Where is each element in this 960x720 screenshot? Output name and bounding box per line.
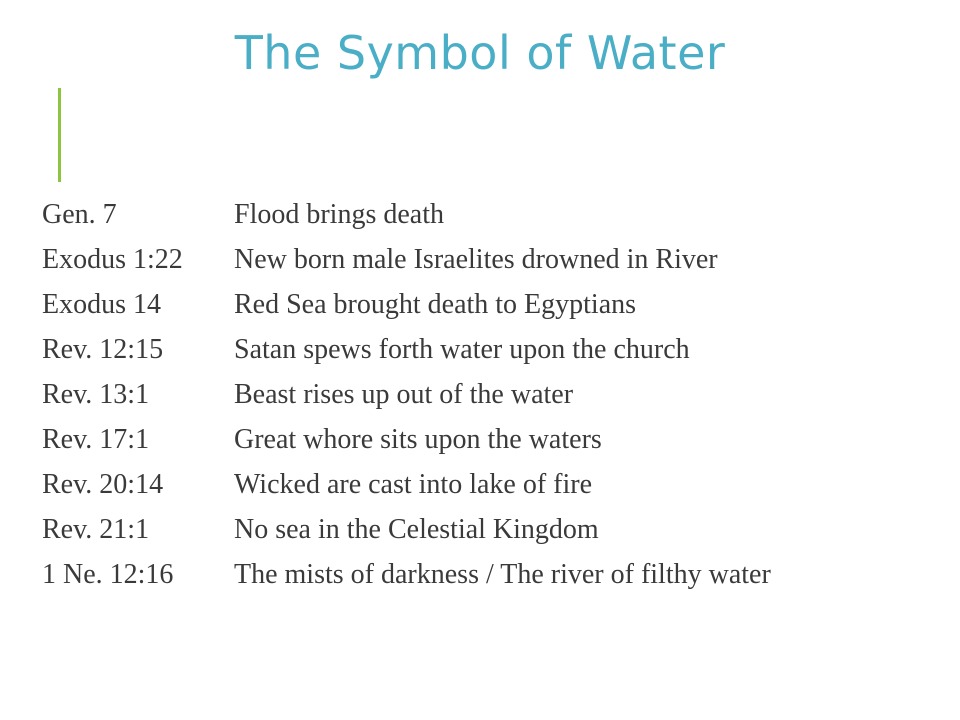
scripture-description: Wicked are cast into lake of fire bbox=[234, 468, 593, 500]
scripture-reference: Rev. 17:1 bbox=[42, 423, 150, 455]
scripture-description: Beast rises up out of the water bbox=[234, 378, 574, 410]
scripture-reference: Rev. 12:15 bbox=[42, 333, 164, 365]
scripture-list bbox=[42, 192, 942, 597]
accent-bar bbox=[58, 88, 61, 182]
scripture-description: No sea in the Celestial Kingdom bbox=[234, 513, 599, 545]
scripture-reference: Rev. 20:14 bbox=[42, 468, 164, 500]
list-item bbox=[42, 192, 942, 237]
slide-title: The Symbol of Water bbox=[234, 26, 726, 80]
scripture-description: Satan spews forth water upon the church bbox=[234, 333, 690, 365]
list-item bbox=[42, 417, 942, 462]
list-item bbox=[42, 552, 942, 597]
list-item bbox=[42, 462, 942, 507]
list-item bbox=[42, 372, 942, 417]
scripture-description: Flood brings death bbox=[234, 198, 444, 230]
list-item bbox=[42, 282, 942, 327]
scripture-description: Great whore sits upon the waters bbox=[234, 423, 602, 455]
scripture-reference: 1 Ne. 12:16 bbox=[42, 558, 174, 590]
scripture-reference: Exodus 1:22 bbox=[42, 243, 183, 275]
scripture-reference: Rev. 13:1 bbox=[42, 378, 150, 410]
list-item bbox=[42, 507, 942, 552]
scripture-reference: Rev. 21:1 bbox=[42, 513, 150, 545]
list-item bbox=[42, 237, 942, 282]
scripture-description: Red Sea brought death to Egyptians bbox=[234, 288, 637, 320]
scripture-description: The mists of darkness / The river of filthy water bbox=[234, 558, 771, 590]
list-item bbox=[42, 327, 942, 372]
scripture-reference: Gen. 7 bbox=[42, 198, 117, 230]
scripture-reference: Exodus 14 bbox=[42, 288, 161, 320]
scripture-description: New born male Israelites drowned in River bbox=[234, 243, 718, 275]
